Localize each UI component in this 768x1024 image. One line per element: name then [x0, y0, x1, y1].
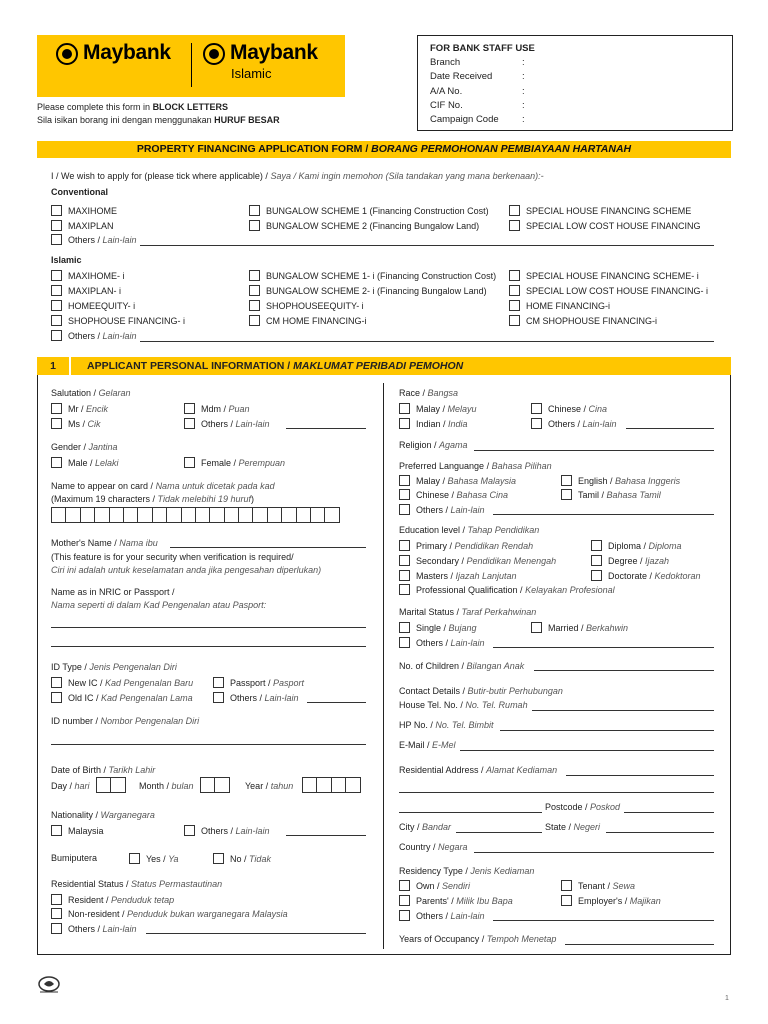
race-label: Race / Bangsa	[399, 388, 459, 398]
nric-name-line-1[interactable]	[51, 627, 366, 628]
postcode-line[interactable]	[624, 812, 714, 813]
checkbox[interactable]	[51, 285, 62, 296]
marital-married[interactable]: Married / Berkahwin	[531, 622, 628, 634]
maybank-logo-banner	[37, 35, 345, 97]
race-others[interactable]: Others / Lain-lain	[531, 418, 617, 430]
option-special-low-cost-i[interactable]: SPECIAL LOW COST HOUSE FINANCING- i	[509, 285, 708, 297]
option-conventional-others[interactable]: Others / Lain-lain	[51, 234, 137, 246]
gender-male[interactable]: Male / Lelaki	[51, 457, 119, 469]
language-others-line[interactable]	[493, 514, 714, 515]
option-bungalow-scheme-2[interactable]: BUNGALOW SCHEME 2 (Financing Bungalow Land)	[249, 220, 479, 232]
conventional-heading: Conventional	[51, 187, 109, 197]
residential-others[interactable]: Others / Lain-lain	[51, 923, 137, 935]
checkbox[interactable]	[399, 504, 410, 515]
checkbox[interactable]	[399, 637, 410, 648]
education-diploma[interactable]: Diploma / Diploma	[591, 540, 682, 552]
hp-label: HP No. / No. Tel. Bimbit	[399, 720, 494, 730]
conventional-others-line[interactable]	[140, 245, 714, 246]
apply-intro: I / We wish to apply for (please tick where applicable) / Saya / Kami ingin memohon (Sila tandakan yang mana berkenaan):-	[51, 171, 544, 181]
dob-day-cells[interactable]	[96, 777, 125, 793]
option-home-financing-i[interactable]: HOME FINANCING-i	[509, 300, 610, 312]
checkbox[interactable]	[509, 315, 520, 326]
salutation-others[interactable]: Others / Lain-lain	[184, 418, 270, 430]
islamic-heading: Islamic	[51, 255, 82, 265]
instruction-ms: Sila isikan borang ini dengan menggunakan HURUF BESAR	[37, 115, 280, 125]
page-number: 1	[725, 995, 729, 1002]
children-label: No. of Children / Bilangan Anak	[399, 661, 525, 671]
option-homeequity-i[interactable]: HOMEEQUITY- i	[51, 300, 135, 312]
language-tamil[interactable]: Tamil / Bahasa Tamil	[561, 489, 661, 501]
country-label: Country / Negara	[399, 842, 468, 852]
email-label: E-Mail / E-Mel	[399, 740, 456, 750]
language-english[interactable]: English / Bahasa Inggeris	[561, 475, 680, 487]
logo-divider	[191, 43, 192, 87]
marital-label: Marital Status / Taraf Perkahwinan	[399, 607, 537, 617]
checkbox[interactable]	[51, 234, 62, 245]
residential-non-resident[interactable]: Non-resident / Penduduk bukan warganegara Malaysia	[51, 908, 288, 920]
address-line-1[interactable]	[566, 775, 714, 776]
footer-seal-icon	[37, 976, 61, 994]
option-bungalow-scheme-1[interactable]: BUNGALOW SCHEME 1 (Financing Construction Cost)	[249, 205, 489, 217]
residency-parents[interactable]: Parents' / Milik Ibu Bapa	[399, 895, 513, 907]
maybank-tiger-icon	[56, 43, 78, 65]
checkbox[interactable]	[51, 692, 62, 703]
checkbox[interactable]	[399, 880, 410, 891]
card-name-label: Name to appear on card / Nama untuk dicetak pada kad	[51, 481, 275, 491]
dob-year-cells[interactable]	[302, 777, 360, 793]
children-line[interactable]	[534, 670, 714, 671]
checkbox[interactable]	[249, 205, 260, 216]
residency-label: Residency Type / Jenis Kediaman	[399, 866, 535, 876]
id-type-passport[interactable]: Passport / Pasport	[213, 677, 304, 689]
race-indian[interactable]: Indian / India	[399, 418, 468, 430]
staff-field-cif-no[interactable]: CIF No. :	[430, 100, 525, 111]
checkbox[interactable]	[509, 300, 520, 311]
education-professional[interactable]: Professional Qualification / Kelayakan Profesional	[399, 584, 615, 596]
residency-own[interactable]: Own / Sendiri	[399, 880, 470, 892]
card-name-cells[interactable]	[51, 507, 339, 523]
option-islamic-others[interactable]: Others / Lain-lain	[51, 330, 137, 342]
nationality-malaysia[interactable]: Malaysia	[51, 825, 104, 837]
checkbox[interactable]	[51, 220, 62, 231]
salutation-ms[interactable]: Ms / Cik	[51, 418, 101, 430]
checkbox[interactable]	[184, 825, 195, 836]
maybank-islamic-logo-text: Maybank	[230, 41, 318, 64]
bank-staff-use-box	[417, 35, 733, 131]
residential-others-line[interactable]	[146, 933, 366, 934]
id-number-label: ID number / Nombor Pengenalan Diri	[51, 716, 200, 726]
residency-others[interactable]: Others / Lain-lain	[399, 910, 485, 922]
city-label: City / Bandar	[399, 822, 452, 832]
salutation-label: Salutation / Gelaran	[51, 388, 131, 398]
residential-resident[interactable]: Resident / Penduduk tetap	[51, 894, 174, 906]
language-others[interactable]: Others / Lain-lain	[399, 504, 485, 516]
checkbox[interactable]	[249, 270, 260, 281]
checkbox[interactable]	[51, 300, 62, 311]
nationality-label: Nationality / Warganegara	[51, 810, 155, 820]
checkbox[interactable]	[51, 403, 62, 414]
race-chinese[interactable]: Chinese / Cina	[531, 403, 607, 415]
checkbox[interactable]	[213, 677, 224, 688]
city-line[interactable]	[456, 832, 542, 833]
checkbox[interactable]	[399, 475, 410, 486]
column-divider	[383, 383, 384, 949]
card-name-max: (Maximum 19 characters / Tidak melebihi 19 huruf)	[51, 494, 255, 504]
checkbox[interactable]	[561, 489, 572, 500]
instruction-en: Please complete this form in BLOCK LETTERS	[37, 102, 229, 112]
checkbox[interactable]	[51, 270, 62, 281]
option-cm-home-financing-i[interactable]: CM HOME FINANCING-i	[249, 315, 367, 327]
religion-line[interactable]	[474, 450, 714, 451]
email-line[interactable]	[460, 750, 714, 751]
maybank-logo-text: Maybank	[83, 41, 171, 64]
option-shophouseequity-i[interactable]: SHOPHOUSEEQUITY- i	[249, 300, 364, 312]
option-special-house-financing[interactable]: SPECIAL HOUSE FINANCING SCHEME	[509, 205, 691, 217]
marital-others-line[interactable]	[493, 647, 714, 648]
contact-label: Contact Details / Butir-butir Perhubungan	[399, 686, 563, 696]
nric-name-label-ms: Nama seperti di dalam Kad Pengenalan atau Pasport:	[51, 600, 267, 610]
checkbox[interactable]	[561, 880, 572, 891]
staff-field-date-received[interactable]: Date Received :	[430, 71, 525, 82]
bumiputera-no[interactable]: No / Tidak	[213, 853, 271, 865]
staff-box-title: FOR BANK STAFF USE	[430, 43, 535, 54]
section-number: 1	[37, 357, 71, 375]
id-type-others[interactable]: Others / Lain-lain	[213, 692, 299, 704]
nric-name-label: Name as in NRIC or Passport /	[51, 587, 175, 597]
checkbox[interactable]	[51, 923, 62, 934]
occupancy-line[interactable]	[565, 944, 714, 945]
form-title-bar: PROPERTY FINANCING APPLICATION FORM / BORANG PERMOHONAN PEMBIAYAAN HARTANAH	[37, 141, 731, 158]
bumiputera-yes[interactable]: Yes / Ya	[129, 853, 179, 865]
marital-single[interactable]: Single / Bujang	[399, 622, 477, 634]
nationality-others[interactable]: Others / Lain-lain	[184, 825, 270, 837]
mother-note-ms: Ciri ini adalah untuk keselamatan anda jika pengesahan diperlukan)	[51, 565, 322, 575]
section-1-header	[37, 357, 731, 375]
mother-name-label: Mother's Name / Nama ibu	[51, 538, 158, 548]
dob-day-label: Day / hari	[51, 781, 90, 791]
checkbox[interactable]	[51, 908, 62, 919]
education-secondary[interactable]: Secondary / Pendidikan Menengah	[399, 555, 556, 567]
option-maxihome[interactable]: MAXIHOME	[51, 205, 117, 217]
checkbox[interactable]	[51, 677, 62, 688]
islamic-label: Islamic	[231, 66, 272, 81]
address-line-3[interactable]	[399, 812, 542, 813]
residential-status-label: Residential Status / Status Permastautinan	[51, 879, 223, 889]
state-line[interactable]	[606, 832, 714, 833]
checkbox[interactable]	[399, 622, 410, 633]
nric-name-line-2[interactable]	[51, 646, 366, 647]
hp-line[interactable]	[500, 730, 714, 731]
checkbox[interactable]	[184, 403, 195, 414]
checkbox[interactable]	[399, 489, 410, 500]
checkbox[interactable]	[591, 540, 602, 551]
checkbox[interactable]	[249, 315, 260, 326]
checkbox[interactable]	[531, 403, 542, 414]
checkbox[interactable]	[51, 418, 62, 429]
checkbox[interactable]	[129, 853, 140, 864]
staff-field-campaign-code[interactable]: Campaign Code :	[430, 114, 525, 125]
education-label: Education level / Tahap Pendidikan	[399, 525, 540, 535]
checkbox[interactable]	[51, 205, 62, 216]
house-tel-label: House Tel. No. / No. Tel. Rumah	[399, 700, 528, 710]
islamic-others-line[interactable]	[140, 341, 714, 342]
dob-label: Date of Birth / Tarikh Lahir	[51, 765, 156, 775]
education-degree[interactable]: Degree / Ijazah	[591, 555, 669, 567]
checkbox[interactable]	[51, 825, 62, 836]
dob-month-cells[interactable]	[200, 777, 229, 793]
religion-label: Religion / Agama	[399, 440, 468, 450]
maybank-islamic-tiger-icon	[203, 43, 225, 65]
education-primary[interactable]: Primary / Pendidikan Rendah	[399, 540, 533, 552]
checkbox[interactable]	[561, 475, 572, 486]
id-type-label: ID Type / Jenis Pengenalan Diri	[51, 662, 177, 672]
gender-label: Gender / Jantina	[51, 442, 118, 452]
address-line-2[interactable]	[399, 792, 714, 793]
option-cm-shophouse-financing-i[interactable]: CM SHOPHOUSE FINANCING-i	[509, 315, 657, 327]
salutation-mdm[interactable]: Mdm / Puan	[184, 403, 250, 415]
checkbox[interactable]	[531, 418, 542, 429]
option-bungalow-scheme-1-i[interactable]: BUNGALOW SCHEME 1- i (Financing Construction Cost)	[249, 270, 496, 282]
checkbox[interactable]	[249, 220, 260, 231]
option-special-house-financing-i[interactable]: SPECIAL HOUSE FINANCING SCHEME- i	[509, 270, 699, 282]
checkbox[interactable]	[213, 692, 224, 703]
checkbox[interactable]	[399, 570, 410, 581]
country-line[interactable]	[474, 852, 714, 853]
salutation-mr[interactable]: Mr / Encik	[51, 403, 108, 415]
checkbox[interactable]	[399, 555, 410, 566]
staff-field-aa-no[interactable]: A/A No. :	[430, 86, 525, 97]
checkbox[interactable]	[531, 622, 542, 633]
dob-month-label: Month / bulan	[139, 781, 194, 791]
checkbox[interactable]	[591, 570, 602, 581]
section-1-title: APPLICANT PERSONAL INFORMATION / MAKLUMAT PERIBADI PEMOHON	[87, 360, 464, 372]
id-type-new-ic[interactable]: New IC / Kad Pengenalan Baru	[51, 677, 193, 689]
residency-tenant[interactable]: Tenant / Sewa	[561, 880, 635, 892]
state-label: State / Negeri	[545, 822, 601, 832]
occupancy-label: Years of Occupancy / Tempoh Menetap	[399, 934, 557, 944]
id-type-old-ic[interactable]: Old IC / Kad Pengenalan Lama	[51, 692, 193, 704]
checkbox[interactable]	[509, 220, 520, 231]
race-malay[interactable]: Malay / Melayu	[399, 403, 477, 415]
nationality-others-line[interactable]	[286, 835, 366, 836]
bumiputera-label: Bumiputera	[51, 853, 98, 863]
language-chinese[interactable]: Chinese / Bahasa Cina	[399, 489, 508, 501]
checkbox[interactable]	[213, 853, 224, 864]
checkbox[interactable]	[51, 330, 62, 341]
checkbox[interactable]	[399, 540, 410, 551]
checkbox[interactable]	[509, 205, 520, 216]
checkbox[interactable]	[399, 910, 410, 921]
checkbox[interactable]	[509, 270, 520, 281]
mother-name-line[interactable]	[170, 547, 366, 548]
dob-year-label: Year / tahun	[245, 781, 294, 791]
checkbox[interactable]	[51, 315, 62, 326]
checkbox[interactable]	[591, 555, 602, 566]
salutation-others-line[interactable]	[286, 428, 366, 429]
option-maxiplan[interactable]: MAXIPLAN	[51, 220, 114, 232]
checkbox[interactable]	[184, 418, 195, 429]
residency-others-line[interactable]	[493, 920, 714, 921]
checkbox[interactable]	[399, 403, 410, 414]
mother-note-en: (This feature is for your security when verification is required/	[51, 552, 294, 562]
language-label: Preferred Languange / Bahasa Pilihan	[399, 461, 552, 471]
house-tel-line[interactable]	[532, 710, 714, 711]
checkbox[interactable]	[51, 457, 62, 468]
postcode-label: Postcode / Poskod	[545, 802, 621, 812]
id-number-line[interactable]	[51, 744, 366, 745]
race-others-line[interactable]	[626, 428, 714, 429]
education-masters[interactable]: Masters / Ijazah Lanjutan	[399, 570, 517, 582]
language-malay[interactable]: Malay / Bahasa Malaysia	[399, 475, 516, 487]
staff-field-branch[interactable]: Branch :	[430, 57, 525, 68]
option-maxiplan-i[interactable]: MAXIPLAN- i	[51, 285, 121, 297]
checkbox[interactable]	[399, 418, 410, 429]
id-type-others-line[interactable]	[307, 702, 366, 703]
checkbox[interactable]	[399, 584, 410, 595]
option-maxihome-i[interactable]: MAXIHOME- i	[51, 270, 125, 282]
marital-others[interactable]: Others / Lain-lain	[399, 637, 485, 649]
checkbox[interactable]	[249, 300, 260, 311]
option-special-low-cost[interactable]: SPECIAL LOW COST HOUSE FINANCING	[509, 220, 701, 232]
checkbox[interactable]	[249, 285, 260, 296]
address-label: Residential Address / Alamat Kediaman	[399, 765, 558, 775]
checkbox[interactable]	[561, 895, 572, 906]
checkbox[interactable]	[399, 895, 410, 906]
gender-female[interactable]: Female / Perempuan	[184, 457, 285, 469]
residency-employer[interactable]: Employer's / Majikan	[561, 895, 661, 907]
option-bungalow-scheme-2-i[interactable]: BUNGALOW SCHEME 2- i (Financing Bungalow Land)	[249, 285, 487, 297]
checkbox[interactable]	[51, 894, 62, 905]
education-doctorate[interactable]: Doctorate / Kedoktoran	[591, 570, 701, 582]
option-shophouse-financing-i[interactable]: SHOPHOUSE FINANCING- i	[51, 315, 185, 327]
checkbox[interactable]	[184, 457, 195, 468]
checkbox[interactable]	[509, 285, 520, 296]
